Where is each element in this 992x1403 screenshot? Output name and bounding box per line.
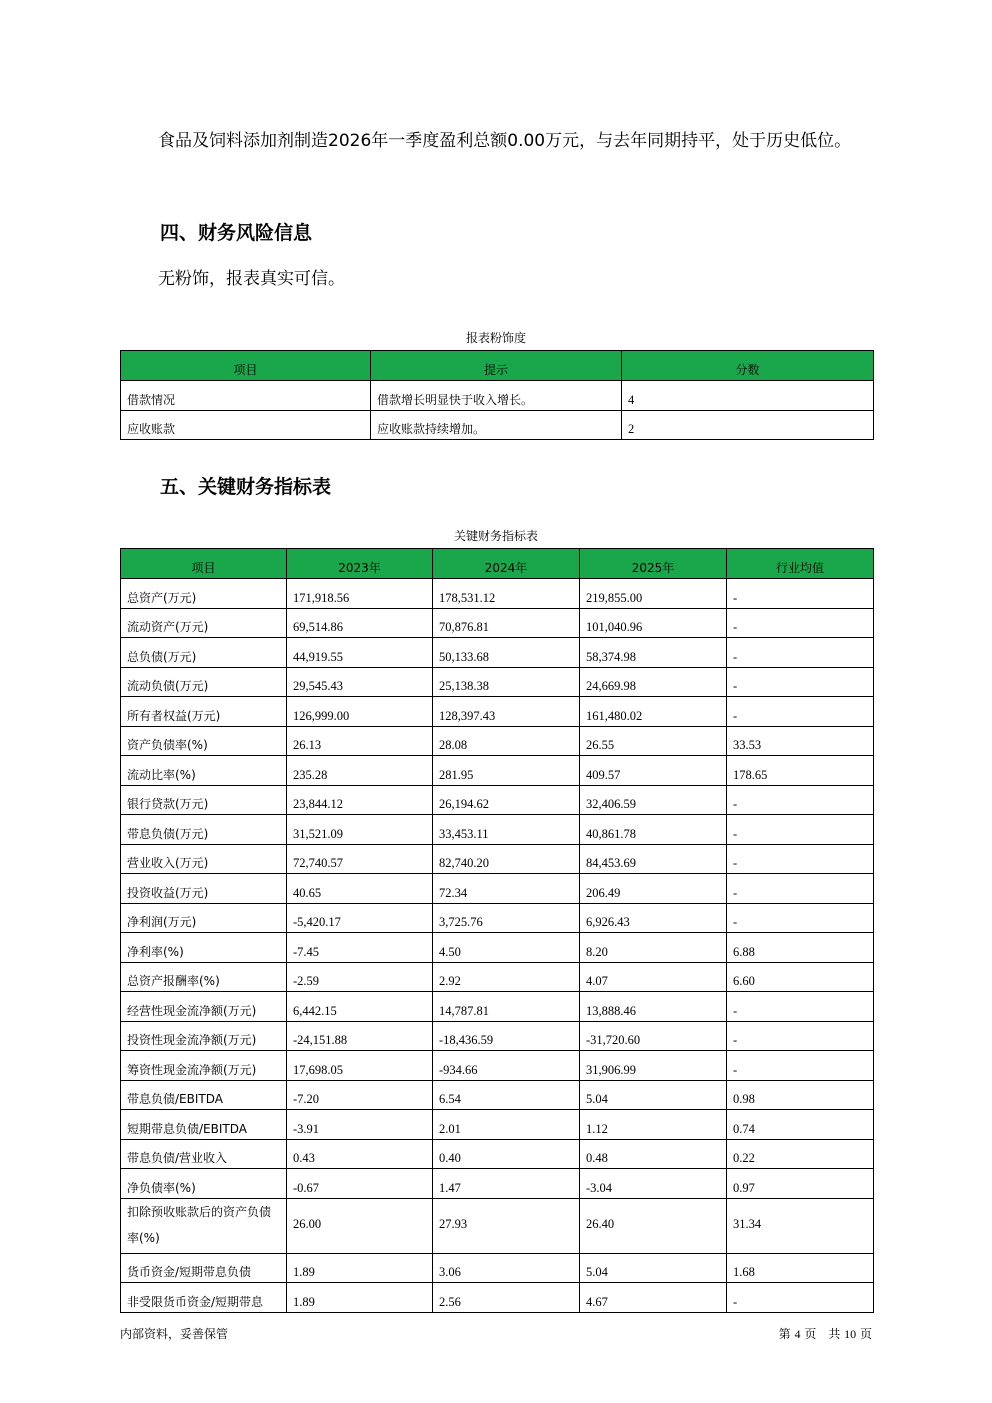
table-row (121, 1021, 874, 1051)
kpi-industry-avg: - (727, 608, 874, 638)
table-row (121, 381, 874, 411)
kpi-2024: 27.93 (433, 1198, 580, 1253)
footer-page-prefix: 第 (778, 1327, 791, 1341)
section5-heading: 五、关键财务指标表 (160, 476, 332, 498)
kpi-2025: 5.04 (580, 1080, 727, 1110)
kpi-2023: 26.13 (287, 726, 433, 756)
footer-page-number: 4 (794, 1327, 801, 1341)
kpi-industry-avg: - (727, 667, 874, 697)
kpi-2025: 219,855.00 (580, 579, 727, 609)
kpi-2023: -5,420.17 (287, 903, 433, 933)
kpi-2024: 1.47 (433, 1169, 580, 1199)
kpi-industry-avg: 0.74 (727, 1110, 874, 1140)
kpi-2023: 0.43 (287, 1139, 433, 1169)
kpi-item: 净利润(万元) (121, 903, 287, 933)
kpi-item: 经营性现金流净额(万元) (121, 992, 287, 1022)
kpi-header-item: 项目 (121, 549, 287, 579)
kpi-2024: 2.92 (433, 962, 580, 992)
kpi-2023: -7.45 (287, 933, 433, 963)
kpi-item: 总资产(万元) (121, 579, 287, 609)
table-row (121, 410, 874, 440)
kpi-2025: 5.04 (580, 1253, 727, 1283)
footer-page-info (779, 1325, 872, 1342)
kpi-2025: 4.67 (580, 1283, 727, 1313)
kpi-2024: 128,397.43 (433, 697, 580, 727)
kpi-2024: -18,436.59 (433, 1021, 580, 1051)
risk-item: 应收账款 (121, 410, 371, 440)
intro-paragraph: 食品及饲料添加剂制造2026年一季度盈利总额0.00万元，与去年同期持平，处于历史低位。 (158, 131, 852, 151)
table-row (121, 992, 874, 1022)
kpi-2024: 70,876.81 (433, 608, 580, 638)
kpi-item: 流动负债(万元) (121, 667, 287, 697)
kpi-2024: 281.95 (433, 756, 580, 786)
kpi-industry-avg: - (727, 579, 874, 609)
kpi-2024: 72.34 (433, 874, 580, 904)
kpi-header-industry-avg: 行业均值 (727, 549, 874, 579)
kpi-industry-avg: - (727, 874, 874, 904)
kpi-2025: 101,040.96 (580, 608, 727, 638)
kpi-2025: 6,926.43 (580, 903, 727, 933)
kpi-2023: 23,844.12 (287, 785, 433, 815)
risk-item: 借款情况 (121, 381, 371, 411)
table-row (121, 756, 874, 786)
kpi-2023: 31,521.09 (287, 815, 433, 845)
table-row (121, 1080, 874, 1110)
kpi-2024: 82,740.20 (433, 844, 580, 874)
kpi-table (120, 548, 874, 1313)
section4-heading: 四、财务风险信息 (160, 222, 313, 244)
kpi-2025: 58,374.98 (580, 638, 727, 668)
kpi-item: 总负债(万元) (121, 638, 287, 668)
risk-header-item: 项目 (121, 351, 371, 381)
footer-confidential: 内部资料，妥善保管 (120, 1327, 229, 1341)
kpi-2024: 3.06 (433, 1253, 580, 1283)
kpi-2023: -0.67 (287, 1169, 433, 1199)
table-row (121, 1253, 874, 1283)
kpi-2023: 17,698.05 (287, 1051, 433, 1081)
table-row (121, 815, 874, 845)
kpi-industry-avg: 1.68 (727, 1253, 874, 1283)
kpi-2023: 235.28 (287, 756, 433, 786)
kpi-item: 带息负债/营业收入 (121, 1139, 287, 1169)
kpi-2025: 26.55 (580, 726, 727, 756)
kpi-item: 投资收益(万元) (121, 874, 287, 904)
kpi-item: 银行贷款(万元) (121, 785, 287, 815)
kpi-2024: 26,194.62 (433, 785, 580, 815)
footer-page-total: 10 (844, 1327, 857, 1341)
kpi-item: 净负债率(%) (121, 1169, 287, 1199)
kpi-industry-avg: 31.34 (727, 1198, 874, 1253)
kpi-item: 带息负债(万元) (121, 815, 287, 845)
kpi-industry-avg: - (727, 697, 874, 727)
risk-table (120, 350, 874, 440)
kpi-2025: -3.04 (580, 1169, 727, 1199)
kpi-2025: 409.57 (580, 756, 727, 786)
table-row (121, 667, 874, 697)
kpi-2024: 25,138.38 (433, 667, 580, 697)
kpi-industry-avg: - (727, 903, 874, 933)
kpi-header-2023: 2023年 (287, 549, 433, 579)
kpi-2025: 0.48 (580, 1139, 727, 1169)
kpi-item: 短期带息负债/EBITDA (121, 1110, 287, 1140)
section4-text: 无粉饰，报表真实可信。 (158, 269, 345, 289)
kpi-2023: 72,740.57 (287, 844, 433, 874)
kpi-item: 投资性现金流净额(万元) (121, 1021, 287, 1051)
kpi-item: 净利率(%) (121, 933, 287, 963)
table-row (121, 1110, 874, 1140)
kpi-2024: 3,725.76 (433, 903, 580, 933)
kpi-2025: 13,888.46 (580, 992, 727, 1022)
kpi-2024: 4.50 (433, 933, 580, 963)
kpi-2025: 24,669.98 (580, 667, 727, 697)
kpi-2023: 6,442.15 (287, 992, 433, 1022)
kpi-industry-avg: 0.98 (727, 1080, 874, 1110)
table-row (121, 726, 874, 756)
kpi-industry-avg: 178.65 (727, 756, 874, 786)
risk-hint: 借款增长明显快于收入增长。 (371, 381, 622, 411)
kpi-industry-avg: 0.22 (727, 1139, 874, 1169)
kpi-industry-avg: - (727, 638, 874, 668)
kpi-2025: 161,480.02 (580, 697, 727, 727)
kpi-2025: 40,861.78 (580, 815, 727, 845)
kpi-2023: -3.91 (287, 1110, 433, 1140)
kpi-2023: 171,918.56 (287, 579, 433, 609)
table-row (121, 1283, 874, 1313)
kpi-industry-avg: 33.53 (727, 726, 874, 756)
risk-table-header (121, 351, 874, 381)
table-row (121, 844, 874, 874)
table-row (121, 785, 874, 815)
kpi-industry-avg: 6.88 (727, 933, 874, 963)
kpi-2024: 14,787.81 (433, 992, 580, 1022)
kpi-2023: 26.00 (287, 1198, 433, 1253)
kpi-industry-avg: - (727, 1283, 874, 1313)
kpi-item: 货币资金/短期带息负债 (121, 1253, 287, 1283)
risk-hint: 应收账款持续增加。 (371, 410, 622, 440)
kpi-2025: 31,906.99 (580, 1051, 727, 1081)
kpi-2024: 178,531.12 (433, 579, 580, 609)
kpi-2023: 1.89 (287, 1283, 433, 1313)
kpi-2023: -2.59 (287, 962, 433, 992)
kpi-2025: 4.07 (580, 962, 727, 992)
kpi-2025: 26.40 (580, 1198, 727, 1253)
kpi-2023: 29,545.43 (287, 667, 433, 697)
kpi-2024: -934.66 (433, 1051, 580, 1081)
kpi-2025: 206.49 (580, 874, 727, 904)
footer-page-mid: 页 共 (804, 1327, 841, 1341)
kpi-header-2024: 2024年 (433, 549, 580, 579)
kpi-item: 总资产报酬率(%) (121, 962, 287, 992)
kpi-industry-avg: - (727, 815, 874, 845)
kpi-2023: 44,919.55 (287, 638, 433, 668)
kpi-item: 流动资产(万元) (121, 608, 287, 638)
kpi-item: 带息负债/EBITDA (121, 1080, 287, 1110)
kpi-2023: -24,151.88 (287, 1021, 433, 1051)
risk-header-hint: 提示 (371, 351, 622, 381)
risk-score: 2 (622, 410, 874, 440)
risk-table-caption: 报表粉饰度 (465, 331, 526, 345)
kpi-item: 非受限货币资金/短期带息 (121, 1283, 287, 1313)
kpi-industry-avg: - (727, 1051, 874, 1081)
kpi-2023: 1.89 (287, 1253, 433, 1283)
kpi-2024: 2.56 (433, 1283, 580, 1313)
kpi-2024: 50,133.68 (433, 638, 580, 668)
kpi-2025: 84,453.69 (580, 844, 727, 874)
kpi-2024: 33,453.11 (433, 815, 580, 845)
kpi-2023: 40.65 (287, 874, 433, 904)
kpi-2023: 69,514.86 (287, 608, 433, 638)
kpi-2024: 28.08 (433, 726, 580, 756)
table-row (121, 608, 874, 638)
kpi-item: 资产负债率(%) (121, 726, 287, 756)
table-row (121, 1169, 874, 1199)
kpi-industry-avg: 0.97 (727, 1169, 874, 1199)
table-row (121, 962, 874, 992)
kpi-2024: 6.54 (433, 1080, 580, 1110)
table-row (121, 1051, 874, 1081)
kpi-industry-avg: 6.60 (727, 962, 874, 992)
kpi-2025: 1.12 (580, 1110, 727, 1140)
kpi-table-caption: 关键财务指标表 (453, 529, 538, 543)
kpi-industry-avg: - (727, 992, 874, 1022)
table-row (121, 697, 874, 727)
kpi-2024: 0.40 (433, 1139, 580, 1169)
kpi-item: 营业收入(万元) (121, 844, 287, 874)
risk-score: 4 (622, 381, 874, 411)
kpi-industry-avg: - (727, 1021, 874, 1051)
kpi-item: 流动比率(%) (121, 756, 287, 786)
footer-page-suffix: 页 (859, 1327, 872, 1341)
table-row (121, 1139, 874, 1169)
kpi-header-2025: 2025年 (580, 549, 727, 579)
kpi-item: 筹资性现金流净额(万元) (121, 1051, 287, 1081)
table-row (121, 579, 874, 609)
table-row (121, 903, 874, 933)
kpi-2025: -31,720.60 (580, 1021, 727, 1051)
kpi-2025: 32,406.59 (580, 785, 727, 815)
kpi-industry-avg: - (727, 844, 874, 874)
kpi-2024: 2.01 (433, 1110, 580, 1140)
kpi-2023: -7.20 (287, 1080, 433, 1110)
table-row (121, 638, 874, 668)
table-row (121, 1198, 874, 1253)
kpi-2025: 8.20 (580, 933, 727, 963)
kpi-item: 扣除预收账款后的资产负债率(%) (121, 1198, 287, 1253)
kpi-2023: 126,999.00 (287, 697, 433, 727)
kpi-table-header (121, 549, 874, 579)
risk-header-score: 分数 (622, 351, 874, 381)
kpi-industry-avg: - (727, 785, 874, 815)
kpi-item: 所有者权益(万元) (121, 697, 287, 727)
table-row (121, 874, 874, 904)
table-row (121, 933, 874, 963)
